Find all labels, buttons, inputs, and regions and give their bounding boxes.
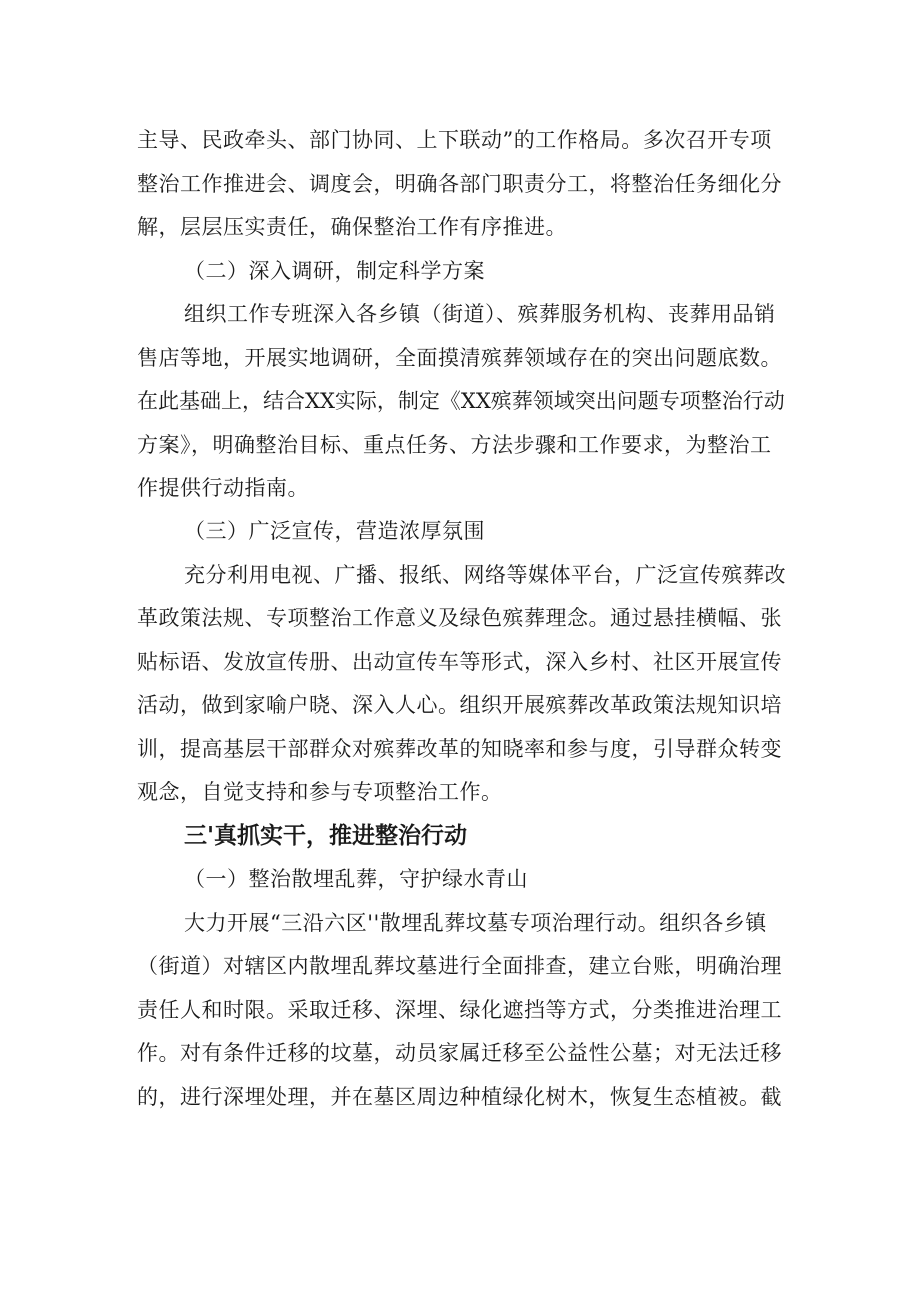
subsection-heading: （三）广泛宣传，营造浓厚氛围	[184, 519, 485, 543]
subsection-heading: （一）整治散埋乱葬，守护绿水青山	[184, 867, 528, 891]
paragraph-line: 整治工作推进会、调度会，明确各部门职责分工，将整治任务细化分	[137, 172, 782, 196]
paragraph-line: 充分利用电视、广播、报纸、网络等媒体平台，广泛宣传殡葬改	[184, 563, 786, 587]
paragraph-line: （街道）对辖区内散埋乱葬坟墓进行全面排查，建立台账，明确治理	[137, 954, 782, 978]
paragraph-line: 训，提高基层干部群众对殡葬改革的知晓率和参与度，引导群众转变	[137, 737, 782, 761]
paragraph-line: 贴标语、发放宣传册、出动宣传车等形式，深入乡村、社区开展宣传	[137, 650, 782, 674]
paragraph-line: 售店等地，开展实地调研，全面摸清殡葬领域存在的突出问题底数。	[137, 346, 782, 370]
paragraph-line: 在此基础上，结合XX实际，制定《XX殡葬领域突出问题专项整治行动	[137, 389, 785, 413]
paragraph-line: 组织工作专班深入各乡镇（街道）、殡葬服务机构、丧葬用品销	[184, 302, 776, 326]
paragraph-line: 大力开展“三沿六区''散埋乱葬坟墓专项治理行动。组织各乡镇	[184, 911, 767, 935]
paragraph-line: 的，进行深埋处理，并在墓区周边种植绿化树木，恢复生态植被。截	[137, 1085, 782, 1109]
section-heading: 三'真抓实干，推进整治行动	[184, 823, 468, 849]
paragraph-line: 作提供行动指南。	[137, 476, 309, 500]
paragraph-line: 观念，自觉支持和参与专项整治工作。	[137, 780, 503, 804]
paragraph-line: 解，层层压实责任，确保整治工作有序推进。	[137, 215, 567, 239]
paragraph-line: 方案》，明确整治目标、重点任务、方法步骤和工作要求，为整治工	[137, 433, 772, 457]
paragraph-line: 责任人和时限。采取迁移、深埋、绿化遮挡等方式，分类推进治理工	[137, 998, 782, 1022]
paragraph-line: 作。对有条件迁移的坟墓，动员家属迁移至公益性公墓；对无法迁移	[137, 1041, 782, 1065]
paragraph-line: 革政策法规、专项整治工作意义及绿色殡葬理念。通过悬挂横幅、张	[137, 606, 782, 630]
paragraph-line: 活动，做到家喻户晓、深入人心。组织开展殡葬改革政策法规知识培	[137, 693, 782, 717]
paragraph-line: 主导、民政牵头、部门协同、上下联动”的工作格局。多次召开专项	[137, 128, 772, 152]
subsection-heading: （二）深入调研，制定科学方案	[184, 259, 485, 283]
